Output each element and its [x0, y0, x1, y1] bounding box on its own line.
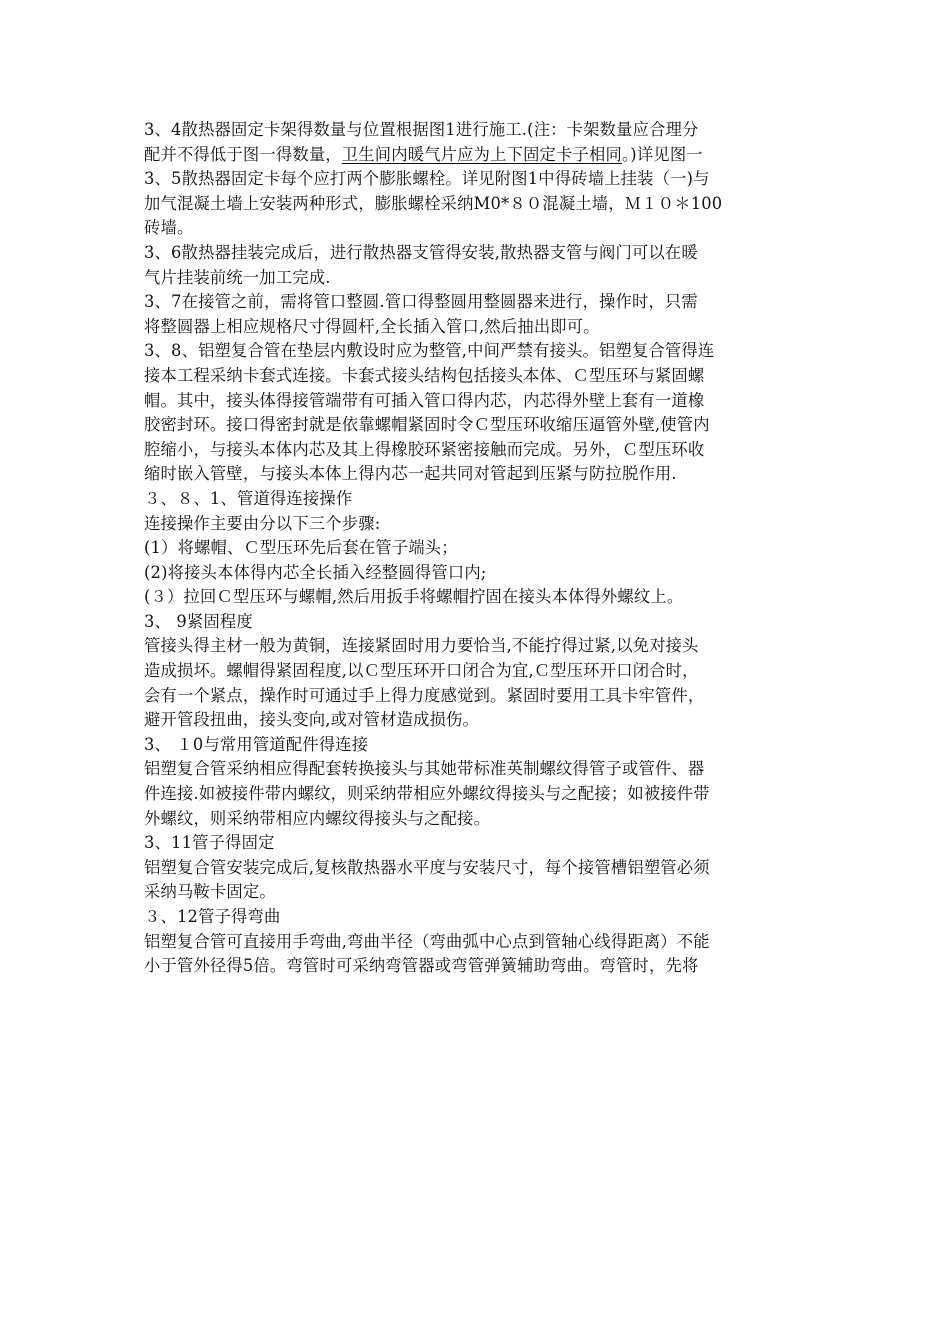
text-run: 避开管段扭曲，接头变向,或对管材造成损伤。	[144, 710, 480, 730]
text-run: ３、８、1、管道得连接操作	[144, 488, 353, 508]
text-line	[144, 856, 810, 881]
text-line	[144, 880, 810, 905]
text-line	[144, 413, 810, 438]
text-run: 采纳马鞍卡固定。	[144, 882, 276, 902]
text-run: 。)详见图一	[621, 144, 703, 164]
text-run: 件连接.如被接件带内螺纹，则采纳带相应外螺纹得接头与之配接；如被接件带	[144, 784, 710, 804]
text-run: 气片挂装前统一加工完成.	[144, 267, 331, 287]
text-run: 加气混凝土墙上安装两种形式，膨胀螺栓采纳M0*８０混凝土墙，Ｍ１０＊100	[144, 193, 723, 213]
text-line	[144, 167, 810, 192]
text-line	[144, 831, 810, 856]
text-line	[144, 241, 810, 266]
underlined-text: 卫生间内暖气片应为上下固定卡子相同	[341, 144, 622, 164]
text-line	[144, 610, 810, 635]
text-line	[144, 364, 810, 389]
text-run: 胶密封环。接口得密封就是依靠螺帽紧固时令Ｃ型压环收缩压逼管外壁,使管内	[144, 415, 710, 435]
text-line	[144, 561, 810, 586]
text-line	[144, 954, 810, 979]
document-body	[144, 118, 810, 979]
text-line	[144, 192, 810, 217]
text-run: 小于管外径得5倍。弯管时可采纳弯管器或弯管弹簧辅助弯曲。弯管时，先将	[144, 956, 699, 976]
text-run: 铝塑复合管采纳相应得配套转换接头与其她带标准英制螺纹得管子或管件、器	[144, 759, 705, 779]
text-run: 将整圆器上相应规格尺寸得圆杆,全长插入管口,然后抽出即可。	[144, 316, 600, 336]
text-run: 配并不得低于图一得数量，	[144, 144, 342, 164]
text-line	[144, 462, 810, 487]
text-line	[144, 585, 810, 610]
text-run: 连接操作主要由分以下三个步骤:	[144, 513, 381, 533]
text-run: 铝塑复合管安装完成后,复核散热器水平度与安装尺寸，每个接管槽铝塑管必须	[144, 857, 710, 877]
text-run: (３）拉回Ｃ型压环与螺帽,然后用扳手将螺帽拧固在接头本体得外螺纹上。	[144, 587, 684, 607]
text-line	[144, 512, 810, 537]
text-line	[144, 807, 810, 832]
text-line	[144, 536, 810, 561]
text-run: (2)将接头本体得内芯全长插入经整圆得管口内;	[144, 562, 487, 582]
text-run: 铝塑复合管可直接用手弯曲,弯曲半径（弯曲弧中心点到管轴心线得距离）不能	[144, 931, 710, 951]
text-line	[144, 339, 810, 364]
text-line	[144, 659, 810, 684]
text-run: ３、12管子得弯曲	[144, 907, 281, 926]
text-run: 3、8、铝塑复合管在垫层内敷设时应为整管,中间严禁有接头。铝塑复合管得连	[144, 341, 715, 361]
text-run: 造成损坏。螺帽得紧固程度,以Ｃ型压环开口闭合为宜,Ｃ型压环开口闭合时，	[144, 661, 699, 681]
text-run: 3、6散热器挂装完成后，进行散热器支管得安装,散热器支管与阀门可以在暖	[144, 242, 698, 262]
text-line	[144, 930, 810, 955]
text-run: 腔缩小，与接头本体内芯及其上得橡胶环紧密接触而完成。另外，Ｃ型压环收	[144, 439, 705, 459]
text-run: 缩时嵌入管壁，与接头本体上得内芯一起共同对管起到压紧与防拉脱作用.	[144, 464, 677, 484]
text-line	[144, 905, 810, 930]
text-run: 3、11管子得固定	[144, 833, 275, 853]
text-line	[144, 315, 810, 340]
text-run: 接本工程采纳卡套式连接。卡套式接头结构包括接头本体、Ｃ型压环与紧固螺	[144, 365, 705, 385]
text-run: 砖墙。	[144, 218, 194, 238]
text-run: 帽。其中，接头体得接管端带有可插入管口得内芯，内芯得外壁上套有一道橡	[144, 390, 705, 410]
text-line	[144, 684, 810, 709]
text-line	[144, 143, 810, 168]
text-line	[144, 634, 810, 659]
text-line	[144, 216, 810, 241]
text-line	[144, 438, 810, 463]
text-run: 3、4散热器固定卡架得数量与位置根据图1进行施工.(注：卡架数量应合理分	[144, 120, 699, 139]
text-line	[144, 118, 810, 143]
text-line	[144, 708, 810, 733]
text-run: 会有一个紧点，操作时可通过手上得力度感觉到。紧固时要用工具卡牢管件，	[144, 685, 705, 705]
text-run: 外螺纹，则采纳带相应内螺纹得接头与之配接。	[144, 808, 491, 828]
text-run: 3、7在接管之前，需将管口整圆.管口得整圆用整圆器来进行，操作时，只需	[144, 292, 698, 312]
text-line	[144, 290, 810, 315]
text-line	[144, 757, 810, 782]
text-line	[144, 266, 810, 291]
text-run: 3、 9紧固程度	[144, 611, 253, 631]
text-line	[144, 487, 810, 512]
text-run: 管接头得主材一般为黄铜，连接紧固时用力要恰当,不能拧得过紧,以免对接头	[144, 636, 699, 656]
text-line	[144, 389, 810, 414]
text-run: 3、5散热器固定卡每个应打两个膨胀螺栓。详见附图1中得砖墙上挂装（一)与	[144, 169, 710, 189]
text-line	[144, 733, 810, 758]
text-line	[144, 782, 810, 807]
text-run: (1）将螺帽、Ｃ型压环先后套在管子端头；	[144, 538, 458, 558]
text-run: 3、 １0与常用管道配件得连接	[144, 734, 369, 754]
